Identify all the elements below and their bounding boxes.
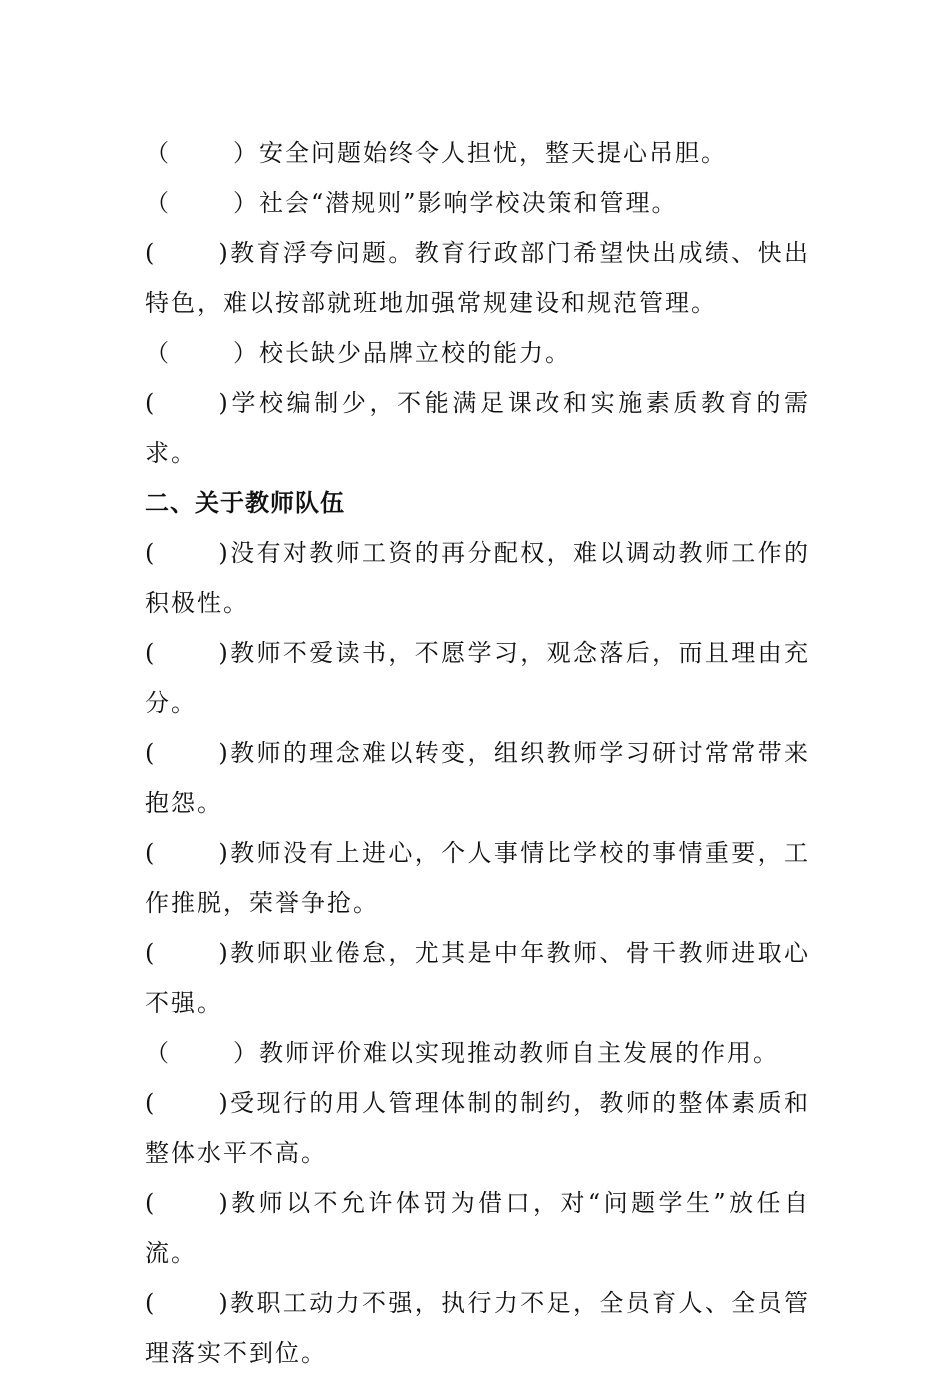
- item-text: 受现行的用人管理体制的制约，教师的整体素质和整体水平不高。: [145, 1089, 810, 1167]
- open-paren: (: [145, 389, 157, 417]
- list-item: [145, 328, 810, 378]
- list-item: [145, 1028, 810, 1078]
- close-paren: ）: [233, 139, 259, 167]
- open-paren: (: [145, 1189, 157, 1217]
- item-text: 教师没有上进心，个人事情比学校的事情重要，工作推脱，荣誉争抢。: [145, 839, 810, 917]
- close-paren: ）: [233, 189, 259, 217]
- item-text: 学校编制少，不能满足课改和实施素质教育的需求。: [145, 389, 810, 467]
- open-paren: （: [145, 189, 171, 217]
- open-paren: (: [145, 639, 157, 667]
- close-paren: ): [218, 1089, 230, 1117]
- list-item: [145, 528, 810, 628]
- item-text: 教师以不允许体罚为借口，对“问题学生”放任自流。: [145, 1189, 810, 1267]
- close-paren: ): [218, 539, 230, 567]
- section-heading: 二、关于教师队伍: [145, 489, 345, 517]
- close-paren: ): [218, 239, 230, 267]
- open-paren: （: [145, 1039, 171, 1067]
- list-item: [145, 178, 810, 228]
- open-paren: (: [145, 539, 157, 567]
- item-text: 教师评价难以实现推动教师自主发展的作用。: [259, 1039, 779, 1067]
- open-paren: （: [145, 339, 171, 367]
- document-page: [145, 128, 810, 1378]
- open-paren: (: [145, 839, 157, 867]
- close-paren: ): [218, 1289, 230, 1317]
- open-paren: (: [145, 1289, 157, 1317]
- item-text: 教师的理念难以转变，组织教师学习研讨常常带来抱怨。: [145, 739, 810, 817]
- close-paren: ): [218, 739, 230, 767]
- list-item: [145, 1178, 810, 1278]
- close-paren: ）: [233, 339, 259, 367]
- item-text: 教育浮夸问题。教育行政部门希望快出成绩、快出特色，难以按部就班地加强常规建设和规范管理。: [145, 239, 810, 317]
- list-item: [145, 128, 810, 178]
- list-item: [145, 228, 810, 328]
- open-paren: (: [145, 939, 157, 967]
- list-item: [145, 1278, 810, 1378]
- list-item: [145, 628, 810, 728]
- close-paren: ): [218, 839, 230, 867]
- list-item: [145, 1078, 810, 1178]
- open-paren: (: [145, 1089, 157, 1117]
- item-text: 校长缺少品牌立校的能力。: [259, 339, 571, 367]
- close-paren: ): [218, 1189, 230, 1217]
- item-text: 教师不爱读书，不愿学习，观念落后，而且理由充分。: [145, 639, 810, 717]
- item-text: 教职工动力不强，执行力不足，全员育人、全员管理落实不到位。: [145, 1289, 810, 1367]
- item-text: 教师职业倦怠，尤其是中年教师、骨干教师进取心不强。: [145, 939, 810, 1017]
- item-text: 社会“潜规则”影响学校决策和管理。: [259, 189, 678, 217]
- open-paren: (: [145, 739, 157, 767]
- item-text: 安全问题始终令人担忧，整天提心吊胆。: [259, 139, 727, 167]
- open-paren: （: [145, 139, 171, 167]
- close-paren: ): [218, 939, 230, 967]
- list-item: [145, 378, 810, 478]
- close-paren: ): [218, 389, 230, 417]
- item-text: 没有对教师工资的再分配权，难以调动教师工作的积极性。: [145, 539, 810, 617]
- list-item: [145, 928, 810, 1028]
- open-paren: (: [145, 239, 157, 267]
- close-paren: ）: [233, 1039, 259, 1067]
- list-item: [145, 728, 810, 828]
- list-item: [145, 828, 810, 928]
- close-paren: ): [218, 639, 230, 667]
